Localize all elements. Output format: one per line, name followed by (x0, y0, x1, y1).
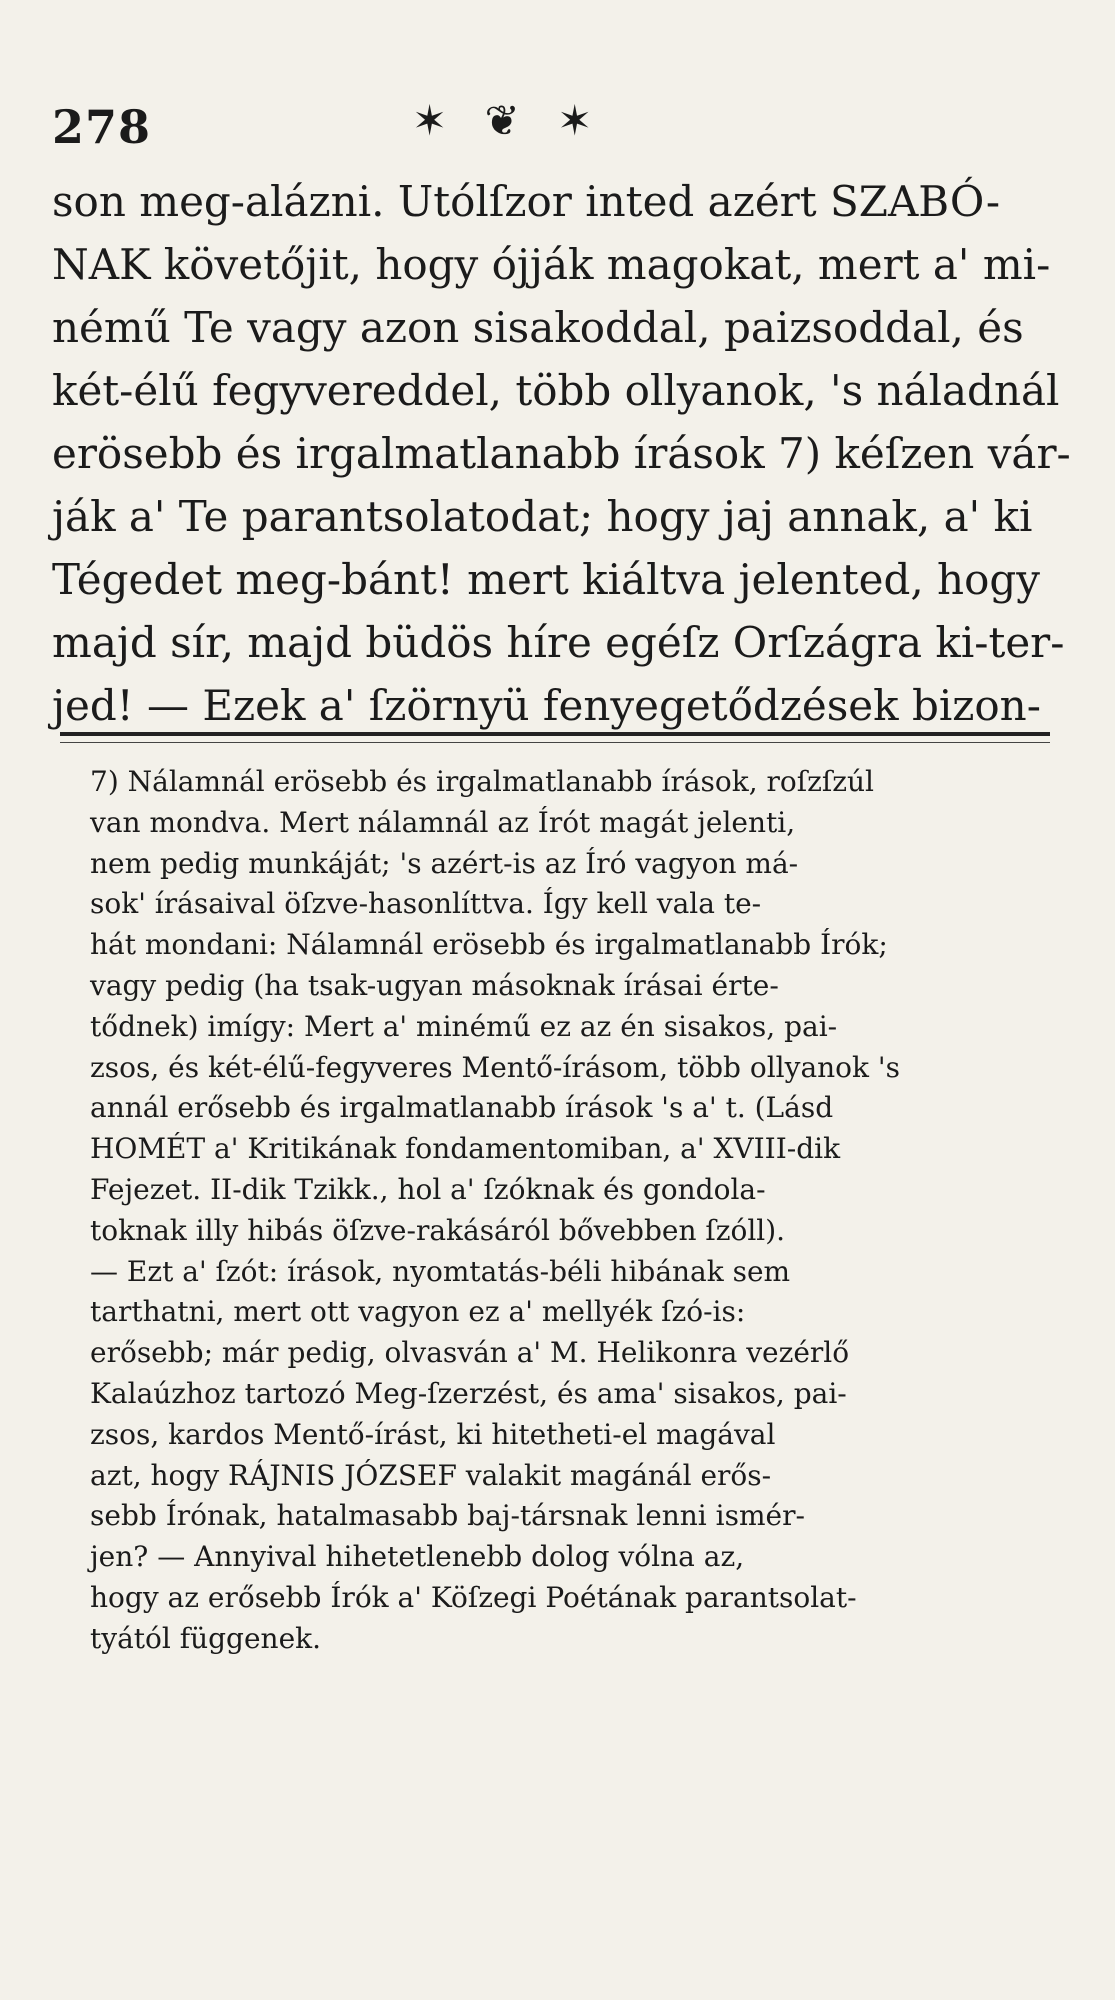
body-text (52, 170, 1071, 737)
footnote-line: 7) Nálamnál erösebb és irgalmatlanabb írások, roſzſzúl (90, 765, 874, 798)
footnote-line: toknak illy hibás öſzve-rakásáról bővebben ſzóll). (90, 1213, 786, 1247)
page-header (52, 96, 1062, 160)
footnote-line: nem pedig munkáját; 's azért-is az Író vagyon má- (90, 846, 799, 880)
footnote-line: — Ezt a' ſzót: írások, nyomtatás-béli hibának sem (90, 1254, 791, 1288)
footnote-line: hát mondani: Nálamnál erösebb és irgalmatlanabb Írók; (90, 928, 888, 962)
footnote-divider (60, 732, 1050, 736)
footnote-divider-thin (60, 742, 1050, 743)
body-line: ják a' Te parantsolatodat; hogy jaj annak, a' ki (52, 492, 1033, 541)
footnote-line: erősebb; már pedig, olvasván a' M. Helikonra vezérlő (90, 1336, 850, 1370)
footnote-line: sok' írásaival öſzve-hasonlíttva. Így kell vala te- (90, 887, 762, 921)
footnote-line: tarthatni, mert ott vagyon ez a' mellyék ſzó-is: (90, 1295, 746, 1329)
body-line: Tégedet meg-bánt! mert kiáltva jelented, hogy (52, 555, 1040, 604)
footnote-line: hogy az erősebb Írók a' Köſzegi Poétának parantsolat- (90, 1580, 857, 1614)
footnote-line: tődnek) imígy: Mert a' minémű ez az én sisakos, pai- (90, 1009, 838, 1043)
footnote-line: tyától függenek. (90, 1621, 322, 1655)
footnote-line: Fejezet. II-dik Tzikk., hol a' ſzóknak és gondola- (90, 1172, 766, 1206)
body-line: erösebb és irgalmatlanabb írások 7) kéſzen vár- (52, 429, 1071, 478)
header-ornament-icon: ✶ ❦ ✶ (412, 96, 605, 145)
body-line: jed! — Ezek a' ſzörnyü fenyegetődzések bizon- (52, 681, 1041, 730)
footnote-line: azt, hogy RÁJNIS JÓZSEF valakit magánál erős- (90, 1458, 772, 1492)
body-line: majd sír, majd büdös híre egéſz Orſzágra ki-ter- (52, 618, 1065, 667)
footnote-line: zsos, és két-élű-fegyveres Mentő-írásom, több ollyanok 's (90, 1050, 900, 1084)
footnote-line: jen? — Annyival hihetetlenebb dolog vólna az, (90, 1540, 745, 1574)
body-line: két-élű fegyvereddel, több ollyanok, 's náladnál (52, 366, 1060, 415)
footnote (90, 762, 1050, 1660)
footnote-line: Kalaúzhoz tartozó Meg-ſzerzést, és ama' sisakos, pai- (90, 1376, 847, 1410)
footnote-line: vagy pedig (ha tsak-ugyan másoknak írásai érte- (90, 968, 779, 1002)
body-line: son meg-alázni. Utólſzor inted azért SZABÓ- (52, 177, 1001, 226)
page-number: 278 (52, 100, 152, 154)
footnote-line: sebb Írónak, hatalmasabb baj-társnak lenni ismér- (90, 1499, 805, 1533)
footnote-line: annál erősebb és irgalmatlanabb írások 's a' t. (Lásd (90, 1091, 834, 1125)
footnote-line: van mondva. Mert nálamnál az Írót magát jelenti, (90, 805, 796, 839)
body-line: némű Te vagy azon sisakoddal, paizsoddal, és (52, 303, 1024, 352)
footnote-line: zsos, kardos Mentő-írást, ki hitetheti-el magával (90, 1417, 776, 1451)
footnote-line: HOMÉT a' Kritikának fondamentomiban, a' XVIII-dik (90, 1132, 841, 1166)
body-line: NAK követőjit, hogy ójják magokat, mert a' mi- (52, 240, 1051, 289)
